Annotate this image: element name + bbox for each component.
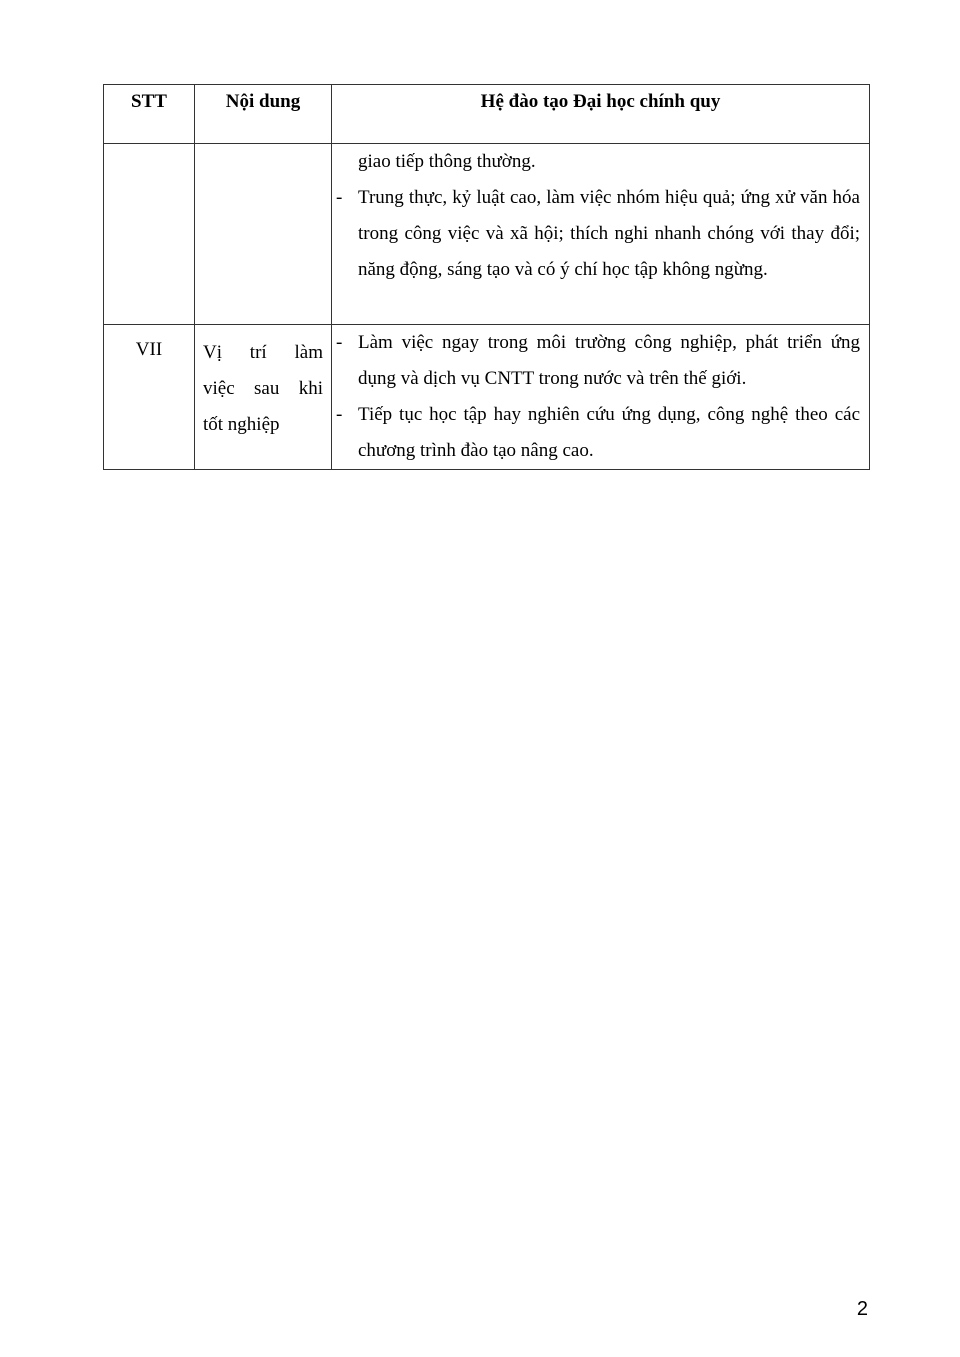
cell-he-dao-tao — [332, 325, 870, 470]
list-item — [332, 325, 860, 397]
list-item-text: Tiếp tục học tập hay nghiên cứu ứng dụng, công nghệ theo các chương trình đào tạo nâng cao. — [358, 404, 860, 461]
header-stt: STT — [104, 85, 195, 144]
list-item-text: Làm việc ngay trong môi trường công nghiệp, phát triển ứng dụng và dịch vụ CNTT trong nước và trên thế giới. — [358, 332, 860, 389]
cell-he-dao-tao — [332, 144, 870, 325]
cell-noi-dung — [195, 144, 332, 325]
noi-dung-line: Vị trí làm — [203, 342, 323, 363]
table-row — [104, 325, 870, 470]
list-item — [332, 397, 860, 469]
curriculum-table — [103, 84, 870, 470]
list-item — [332, 180, 860, 288]
header-noi-dung: Nội dung — [195, 85, 332, 144]
table-header-row — [104, 85, 870, 144]
cell-noi-dung — [195, 325, 332, 470]
list-item-text: Trung thực, kỷ luật cao, làm việc nhóm hiệu quả; ứng xử văn hóa trong công việc và xã hội; thích nghi nhanh chóng với thay đổi; năng động, sáng tạo và có ý chí học tập không ngừng. — [358, 187, 860, 280]
header-he-dao-tao: Hệ đào tạo Đại học chính quy — [332, 85, 870, 144]
continuation-text: giao tiếp thông thường. — [358, 151, 536, 172]
page-number: 2 — [856, 1298, 868, 1320]
noi-dung-line: tốt nghiệp — [203, 414, 280, 435]
bullet-dash: - — [336, 332, 343, 353]
noi-dung-line: việc sau khi — [203, 378, 323, 399]
cell-stt — [104, 144, 195, 325]
table-row — [104, 144, 870, 325]
cell-stt: VII — [104, 325, 195, 470]
bullet-dash: - — [336, 404, 343, 425]
bullet-dash: - — [336, 187, 343, 208]
